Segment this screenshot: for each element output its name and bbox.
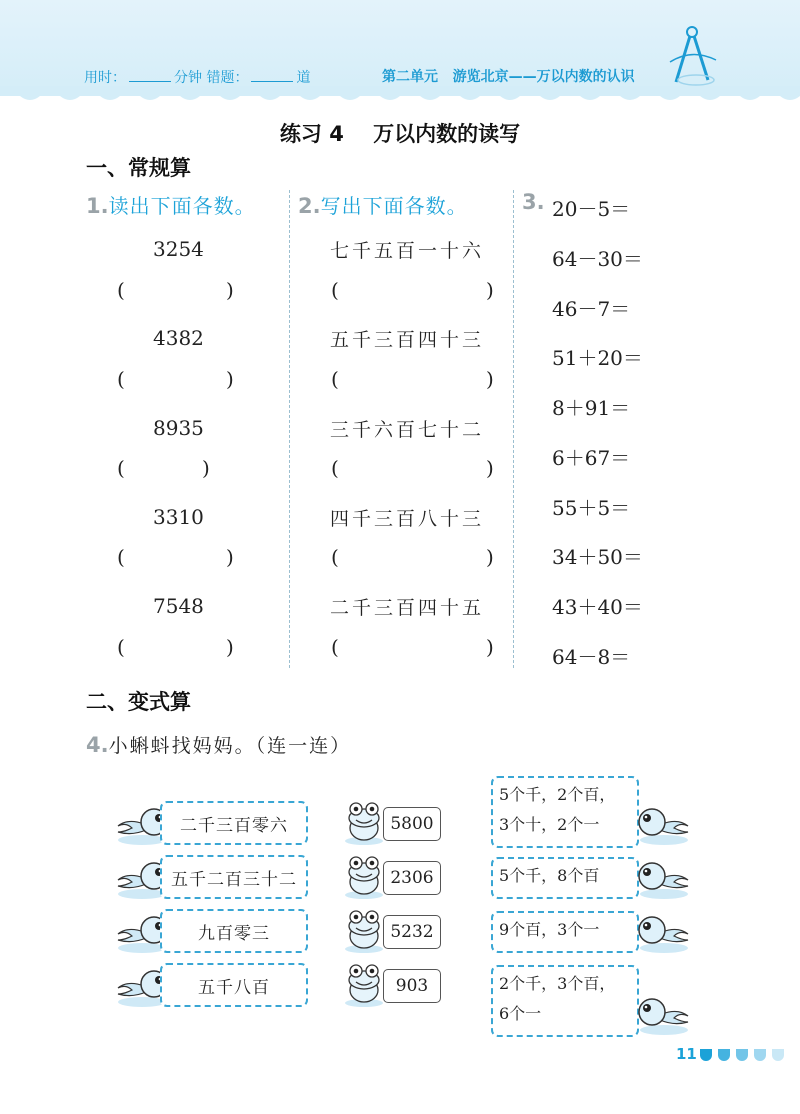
match-right-1[interactable] [491, 776, 639, 848]
q3-number: 3. [522, 190, 545, 214]
q3-equation-6: 6＋67＝ [552, 446, 631, 470]
q1-answer-4-open: ( [117, 545, 125, 569]
errors-label: 错题： [206, 70, 249, 86]
match-middle-2[interactable]: 2306 [383, 861, 441, 895]
match-left-2[interactable]: 五千二百三十二 [160, 855, 308, 899]
q4-title: 小蝌蚪找妈妈。（连一连） [108, 735, 352, 757]
column-divider-1 [289, 190, 290, 668]
q3-equation-1: 20－5＝ [552, 197, 631, 221]
section-heading-2: 二、变式算 [86, 690, 191, 714]
q3-equation-3: 46－7＝ [552, 297, 631, 321]
q1-number-2: 4382 [153, 326, 204, 350]
q2-words-2: 五千三百四十三 [330, 329, 485, 351]
page-number: 11 [676, 1045, 697, 1063]
q2-answer-2[interactable] [346, 367, 482, 391]
minutes-label: 分钟 [174, 70, 202, 86]
match-left-1[interactable]: 二千三百零六 [160, 801, 308, 845]
unit-title: 第二单元 游览北京——万以内数的认识 [382, 69, 635, 85]
q3-equation-8: 34＋50＝ [552, 545, 643, 569]
q2-words-5: 二千三百四十五 [330, 597, 485, 619]
q2-number: 2. [298, 194, 321, 218]
q1-answer-1-open: ( [117, 278, 125, 302]
q1-answer-3-close: ) [202, 456, 210, 480]
match-middle-4[interactable]: 903 [383, 969, 441, 1003]
match-right-1-line-1: 5个千，2个百， [499, 785, 616, 804]
column-divider-2 [513, 190, 514, 668]
q1-title: 读出下面各数。 [108, 194, 256, 218]
q2-answer-1-open: ( [331, 278, 339, 302]
q4-number: 4. [86, 733, 109, 757]
q2-words-1: 七千五百一十六 [330, 240, 485, 262]
q1-answer-5-open: ( [117, 635, 125, 659]
errors-blank[interactable] [251, 69, 293, 82]
q2-title: 写出下面各数。 [320, 194, 468, 218]
section-heading-1: 一、常规算 [86, 156, 191, 180]
q2-answer-1-close: ) [486, 278, 494, 302]
q3-equation-10: 64－8＝ [552, 645, 631, 669]
q2-answer-5-close: ) [486, 635, 494, 659]
tadpole-icon [636, 796, 692, 848]
q2-answer-4-close: ) [486, 545, 494, 569]
q2-answer-2-open: ( [331, 367, 339, 391]
q1-answer-2-open: ( [117, 367, 125, 391]
q3-heading [522, 190, 545, 214]
q1-number-1: 3254 [153, 237, 204, 261]
q4-heading [86, 731, 351, 758]
q2-answer-5-open: ( [331, 635, 339, 659]
frog-icon [343, 906, 385, 954]
q1-answer-1-close: ) [226, 278, 234, 302]
q3-equation-2: 64－30＝ [552, 247, 643, 271]
q1-number-3: 8935 [153, 416, 204, 440]
match-right-2-line-1: 5个千，8个百 [499, 866, 600, 885]
tadpole-icon [636, 904, 692, 956]
match-right-4-line-1: 2个千，3个百， [499, 974, 616, 993]
match-left-3[interactable]: 九百零三 [160, 909, 308, 953]
q3-equation-9: 43＋40＝ [552, 595, 643, 619]
q1-answer-1[interactable] [132, 278, 222, 302]
match-right-3[interactable] [491, 911, 639, 953]
frog-icon [343, 960, 385, 1008]
match-right-3-line-1: 9个百，3个一 [499, 920, 600, 939]
q2-answer-4[interactable] [346, 545, 482, 569]
frog-icon [343, 798, 385, 846]
q1-number: 1. [86, 194, 109, 218]
questions-label: 道 [296, 70, 311, 86]
q2-words-4: 四千三百八十三 [330, 508, 485, 530]
q2-answer-3[interactable] [346, 456, 482, 480]
q1-heading [86, 190, 256, 219]
header-wave-decoration [0, 86, 800, 106]
q2-answer-5[interactable] [346, 635, 482, 659]
q3-equation-4: 51＋20＝ [552, 346, 643, 370]
page-title: 练习 4 万以内数的读写 [279, 122, 521, 146]
q3-equation-7: 55＋5＝ [552, 496, 631, 520]
q1-answer-2-close: ) [226, 367, 234, 391]
q2-answer-3-open: ( [331, 456, 339, 480]
time-blank[interactable] [129, 69, 171, 82]
match-middle-3[interactable]: 5232 [383, 915, 441, 949]
tadpole-icon [636, 850, 692, 902]
q1-number-5: 7548 [153, 594, 204, 618]
q3-equation-5: 8＋91＝ [552, 396, 631, 420]
q2-words-3: 三千六百七十二 [330, 419, 485, 441]
q1-answer-2[interactable] [132, 367, 222, 391]
time-label: 用时： [84, 70, 126, 86]
q1-answer-3[interactable] [132, 456, 198, 480]
frog-icon [343, 852, 385, 900]
match-right-2[interactable] [491, 857, 639, 899]
match-left-4[interactable]: 五千八百 [160, 963, 308, 1007]
drops-decoration-icon [698, 1047, 794, 1063]
q2-answer-3-close: ) [486, 456, 494, 480]
q1-number-4: 3310 [153, 505, 204, 529]
q1-answer-5-close: ) [226, 635, 234, 659]
match-middle-1[interactable]: 5800 [383, 807, 441, 841]
q1-answer-5[interactable] [132, 635, 222, 659]
q1-answer-4-close: ) [226, 545, 234, 569]
q1-answer-4[interactable] [132, 545, 222, 569]
match-right-1-line-2: 3个十，2个一 [499, 815, 600, 834]
q2-answer-1[interactable] [346, 278, 482, 302]
header-time-errors [84, 67, 310, 87]
match-right-4-line-2: 6个一 [499, 1004, 542, 1023]
q2-heading [298, 190, 468, 219]
match-right-4[interactable] [491, 965, 639, 1037]
q2-answer-4-open: ( [331, 545, 339, 569]
q1-answer-3-open: ( [117, 456, 125, 480]
compass-icon [662, 22, 722, 88]
tadpole-icon [636, 986, 692, 1038]
q2-answer-2-close: ) [486, 367, 494, 391]
